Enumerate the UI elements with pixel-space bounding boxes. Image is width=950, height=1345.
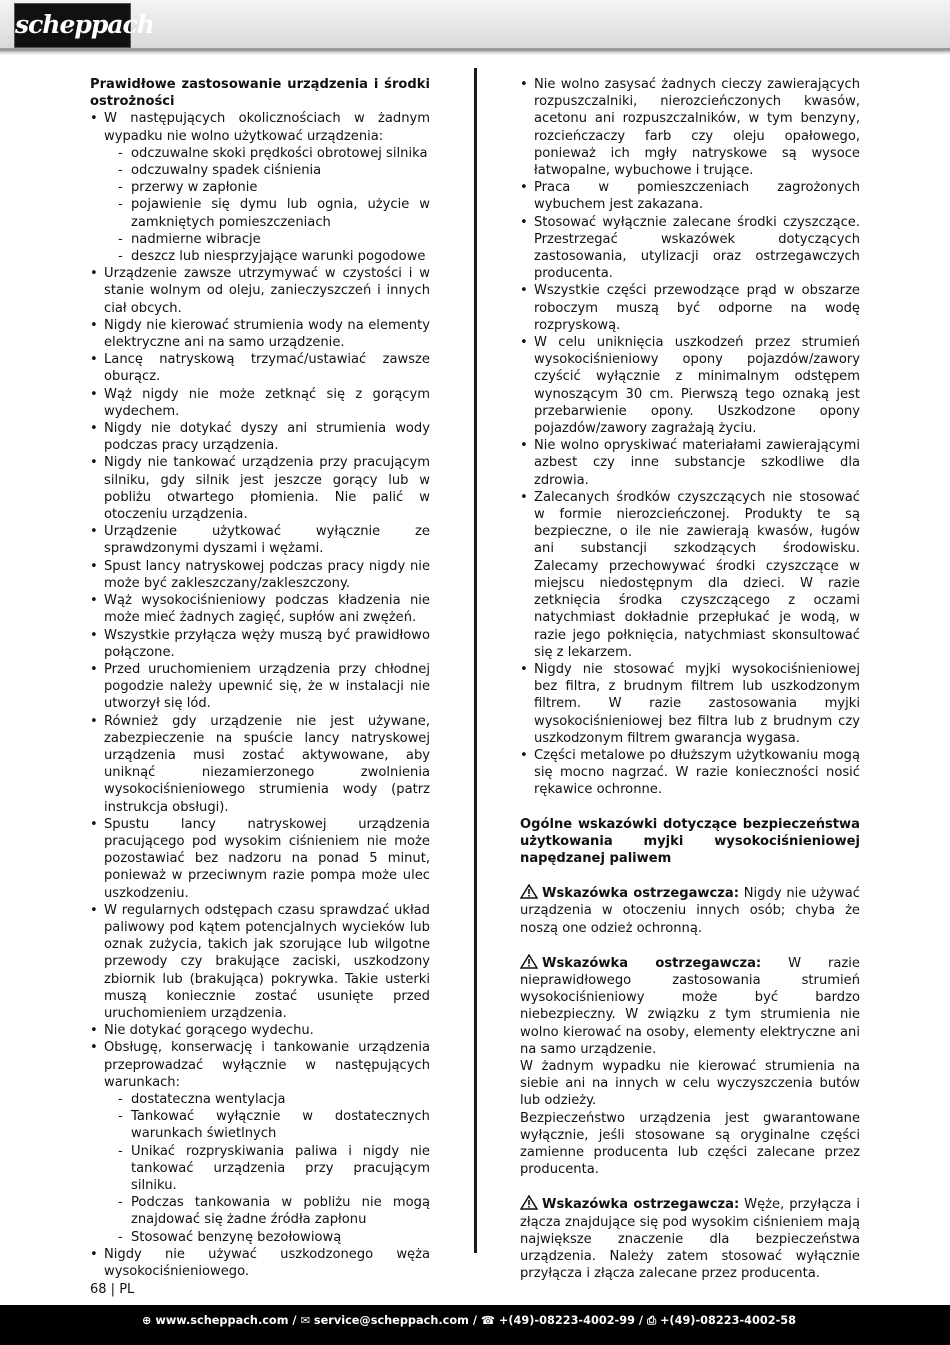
warning-triangle-icon <box>520 954 538 969</box>
warning-text: Nigdy nie używać urządzenia w otoczeniu innych osób; chyba że noszą one odzież ochronną. <box>520 886 860 936</box>
list-item: • W celu uniknięcia uszkodzeń przez strumień wysokociśnieniowy opony pojazdów/zawory czyścić wyłącznie z minimalnym odstępem wynoszącym 30 cm. Pierwszą tego oznaką jest przebarwienie opony. Uszkodzone opony pojazdów/zawory zagrażają życiu. <box>520 335 860 437</box>
warning-text: Węże, przyłącza i złącza znajdujące się pod wysokim ciśnieniem mają największe znaczenie dla bezpieczeństwa urządzenia. Należy zatem stosować wyłącznie przyłącza i złącza zalecane przez producenta. <box>520 1197 860 1282</box>
list-item: • Również gdy urządzenie nie jest używane, zabezpieczenie na spuście lancy natryskowej urządzenia musi zostać aktywowane, aby uniknąć niezamierzonego zwolnienia wysokociśnieniowego strumienia wody (patrz instrukcja obsługi). <box>90 713 430 815</box>
list-item-text: Praca w pomieszczeniach zagrożonych wybuchem jest zakazana. <box>534 180 860 213</box>
list-item: • Nigdy nie tankować urządzenia przy pracującym silniku, gdy silnik jest jeszcze gorący lub w pobliżu otwartego płomienia. Nie palić w otoczeniu urządzenia. <box>90 455 430 523</box>
sub-list-item-text: Stosować benzynę bezołowiową <box>131 1229 342 1245</box>
list-item: • Stosować wyłącznie zalecane środki czyszczące. Przestrzegać wskazówek dotyczących zastosowania, utylizacji oraz ostrzegawczych producenta. <box>520 214 860 282</box>
list-item-text: Obsługę, konserwację i tankowanie urządzenia przeprowadzać wyłącznie w następujących warunkach: <box>104 1040 430 1090</box>
mail-icon: ✉ <box>300 1314 310 1327</box>
warning-note <box>520 884 860 937</box>
list-item-text: Przed uruchomieniem urządzenia przy chłodnej pogodzie należy upewnić się, że w instalacji nie utworzył się lód. <box>104 661 430 712</box>
list-item-text: Spust lancy natryskowej podczas pracy nigdy nie może być zakleszczany/zakleszczony. <box>104 558 430 591</box>
sub-list-item-text: Podczas tankowania w pobliżu nie mogą znajdować się żadne źródła zapłonu <box>131 1195 430 1228</box>
warning-label: Wskazówka ostrzegawcza: <box>542 1197 740 1213</box>
right-column <box>520 76 860 1282</box>
sub-list-item-text: pojawienie się dymu lub ognia, użycie w zamkniętych pomieszczeniach <box>131 197 430 230</box>
sub-list-item-text: Unikać rozpryskiwania paliwa i nigdy nie tankować urządzenia przy pracującym silniku. <box>131 1143 430 1193</box>
sub-list-item-text: nadmierne wibracje <box>131 231 261 247</box>
sub-list-item-text: dostateczna wentylacja <box>131 1091 286 1107</box>
sub-list-item: - pojawienie się dymu lub ognia, użycie w zamkniętych pomieszczeniach <box>118 197 430 230</box>
list-item: • Nigdy nie używać uszkodzonego węża wysokociśnieniowego. <box>90 1246 430 1280</box>
list-item-text: Nigdy nie dotykać dyszy ani strumienia wody podczas pracy urządzenia. <box>104 421 430 454</box>
spacer <box>520 799 860 816</box>
sub-list-item: - deszcz lub niesprzyjające warunki pogodowe <box>118 249 426 265</box>
sub-list <box>104 1091 430 1246</box>
list-item-text: Wąż nigdy nie może zetknąć się z gorącym wydechem. <box>104 386 430 419</box>
section-heading: Ogólne wskazówki dotyczące bezpieczeństwa użytkowania myjki wysokociśnieniowej napędzanej paliwem <box>520 816 860 866</box>
section-heading: Prawidłowe zastosowanie urządzenia i środki ostrożności <box>90 77 430 110</box>
list-item-text: Nigdy nie stosować myjki wysokociśnieniowej bez filtra, z brudnym filtrem lub uszkodzonym filtrem. W razie zastosowania myjki wysokociśnieniowej bez filtra lub z brudnym czy uszkodzonym filtrem gwarancja wygasa. <box>534 661 860 746</box>
sub-list-item: - przerwy w zapłonie <box>118 180 258 196</box>
list-item-text: Spustu lancy natryskowej urządzenia pracującego pod wysokim ciśnieniem nie może pozostawiać bez nadzoru na ponad 5 minut, ponieważ w przeciwnym razie pompa może ulec uszkodzeniu. <box>104 816 430 901</box>
list-item-text: Nigdy nie używać uszkodzonego węża wysokociśnieniowego. <box>104 1246 430 1280</box>
warning-label: Wskazówka ostrzegawcza: <box>542 955 762 971</box>
warning-triangle-icon <box>520 1195 538 1210</box>
sub-list <box>104 145 430 265</box>
left-column <box>90 76 430 1280</box>
list-item-text: W celu uniknięcia uszkodzeń przez strumień wysokociśnieniowy opony pojazdów/zawory czyścić wyłącznie z minimalnym odstępem wynoszącym 30 cm. Pierwszą tego oznaką jest przebarwienie opony. Uszkodzone opony pojazdów/zawory zagrażają życiu. <box>534 335 860 437</box>
list-item-text: Nigdy nie kierować strumienia wody na elementy elektryczne ani na samo urządzenie. <box>104 317 430 351</box>
list-item-text: Nie wolno opryskiwać materiałami zawierającymi azbest czy inne substancje szkodliwe dla zdrowia. <box>534 438 860 488</box>
list-item: • Wąż nigdy nie może zetknąć się z gorącym wydechem. <box>90 386 430 419</box>
list-item: • Wąż wysokociśnieniowy podczas kładzenia nie może mieć żadnych zagięć, supłów ani zwężeń. <box>90 593 430 626</box>
list-item-text: Stosować wyłącznie zalecane środki czyszczące. Przestrzegać wskazówek dotyczących zastosowania, utylizacji oraz ostrzegawczych producenta. <box>534 214 860 282</box>
list-item: • Wszystkie części przewodzące prąd w obszarze roboczym muszą być odporne na wodę rozpryskową. <box>520 283 860 333</box>
warning-triangle-icon <box>520 884 538 899</box>
sub-list-item: - Podczas tankowania w pobliżu nie mogą znajdować się żadne źródła zapłonu <box>118 1195 430 1228</box>
list-item: • Spust lancy natryskowej podczas pracy nigdy nie może być zakleszczany/zakleszczony. <box>90 558 430 591</box>
list-item: • Nigdy nie kierować strumienia wody na elementy elektryczne ani na samo urządzenie. <box>90 317 430 351</box>
list-item: • Nie wolno opryskiwać materiałami zawierającymi azbest czy inne substancje szkodliwe dla zdrowia. <box>520 438 860 488</box>
warning-paragraph: W żadnym wypadku nie kierować strumienia na siebie ani na innych w celu wyczyszczenia butów lub odzieży. <box>520 1058 860 1109</box>
list-item-text: Urządzenie użytkować wyłącznie ze sprawdzonymi dyszami i wężami. <box>104 524 430 557</box>
page-number-value: 68 <box>90 1282 107 1297</box>
warning-note <box>520 954 860 1058</box>
scheppach-logo <box>14 3 154 48</box>
list-item-text: Wszystkie przyłącza węży muszą być prawidłowo połączone. <box>104 627 430 660</box>
logo-text: scheppach <box>15 10 154 39</box>
warning-note <box>520 1195 860 1282</box>
sub-list-item-text: odczuwalny spadek ciśnienia <box>131 163 322 179</box>
sub-list-item-text: deszcz lub niesprzyjające warunki pogodowe <box>131 249 426 265</box>
list-item-text: Wąż wysokociśnieniowy podczas kładzenia nie może mieć żadnych zagięć, supłów ani zwężeń. <box>104 593 430 626</box>
list-item: • Nigdy nie dotykać dyszy ani strumienia wody podczas pracy urządzenia. <box>90 421 430 454</box>
warning-paragraph: Bezpieczeństwo urządzenia jest gwarantowane wyłącznie, jeśli stosowane są oryginalne części zamienne producenta lub części zalecane przez producenta. <box>520 1110 860 1178</box>
list-item-text: Nigdy nie tankować urządzenia przy pracującym silniku, gdy silnik jest jeszcze gorący lub w pobliżu otwartego płomienia. Nie palić w otoczeniu urządzenia. <box>104 455 430 523</box>
footer-contact: ⊕ www.scheppach.com / ✉ service@scheppach.com / ☎ +(49)-08223-4002-99 / ⎙ +(49)-08223-4002-58 <box>142 1314 796 1327</box>
sub-list-item: - Unikać rozpryskiwania paliwa i nigdy nie tankować urządzenia przy pracującym silniku. <box>118 1143 430 1193</box>
footer-website[interactable]: www.scheppach.com <box>155 1314 289 1327</box>
header-shadow <box>0 51 950 55</box>
list-item-text: Wszystkie części przewodzące prąd w obszarze roboczym muszą być odporne na wodę rozpryskową. <box>534 283 860 333</box>
phone-icon: ☎ <box>480 1314 495 1327</box>
sub-list-item: - dostateczna wentylacja <box>118 1091 286 1107</box>
list-item: • Nigdy nie stosować myjki wysokociśnieniowej bez filtra, z brudnym filtrem lub uszkodzonym filtrem. W razie zastosowania myjki wysokociśnieniowej bez filtra lub z brudnym czy uszkodzonym filtrem gwarancja wygasa. <box>520 661 860 746</box>
sub-list-item: - nadmierne wibracje <box>118 231 261 247</box>
sub-list-item: - Stosować benzynę bezołowiową <box>118 1229 342 1245</box>
list-item: • Nie dotykać gorącego wydechu. <box>90 1023 314 1039</box>
list-item-text: Również gdy urządzenie nie jest używane, zabezpieczenie na spuście lancy natryskowej urządzenia musi zostać aktywowane, aby uniknąć niezamierzonego zwolnienia wysokociśnieniowego strumienia wody (patrz instrukcja obsługi). <box>104 713 430 815</box>
spacer <box>520 937 860 954</box>
list-item: • Nie wolno zasysać żadnych cieczy zawierających rozpuszczalniki, nierozcieńczonych kwasów, acetonu ani rozpuszczalników, w tym benzyny, rozcieńczaczy farb czy oleju opałowego, ponieważ ich mgły natryskowe są wysoce łatwopalne, wybuchowe i trujące. <box>520 77 860 179</box>
page-header <box>0 0 950 51</box>
sub-list-item: - odczuwalny spadek ciśnienia <box>118 163 322 179</box>
list-item: • Lancę natryskową trzymać/ustawiać zawsze oburącz. <box>90 352 430 385</box>
list-item: • Wszystkie przyłącza węży muszą być prawidłowo połączone. <box>90 627 430 660</box>
list-item: • W następujących okolicznościach w żadnym wypadku nie wolno użytkować urządzenia: - odczuwalne skoki prędkości obrotowej silnika - odczuwalny spadek ciśnienia - przerwy w zapłonie - pojawienie się dymu lub ognia, użycie w zamkniętych pomieszczeniach - nadmierne wibracje - deszcz lub niesprzyjające warunki pogodowe <box>90 111 430 265</box>
list-item: • Spustu lancy natryskowej urządzenia pracującego pod wysokim ciśnieniem nie może pozostawiać bez nadzoru na ponad 5 minut, ponieważ w przeciwnym razie pompa może ulec uszkodzeniu. <box>90 816 430 901</box>
fax-icon: ⎙ <box>646 1314 657 1327</box>
list-item-text: W następujących okolicznościach w żadnym wypadku nie wolno użytkować urządzenia: <box>104 111 430 144</box>
list-item: • Zalecanych środków czyszczących nie stosować w formie nierozcieńczonej. Produkty te są bezpieczne, o ile nie zawierają kwasów, ługów ani substancji szkodzących środowisku. Zalecamy przechowywać środki czyszczące w miejscu niedostępnym dla dzieci. W razie zetknięcia środka czyszczącego z oczami natychmiast dokładnie przepłukać je wodą, w razie jego połknięcia, natychmiast skonsultować się z lekarzem. <box>520 489 860 660</box>
list-item: • W regularnych odstępach czasu sprawdzać układ paliwowy pod kątem potencjalnych wycieków lub oznak zużycia, takich jak szorujące lub wilgotne przewody czy brakujące zaciski, uszkodzony zbiornik lub (brakująca) pokrywka. Takie usterki muszą koniecznie zostać usunięte przed uruchomieniem urządzenia. <box>90 902 430 1021</box>
list-item-text: Urządzenie zawsze utrzymywać w czystości i w stanie wolnym od oleju, zanieczyszczeń i innych ciał obcych. <box>104 266 430 316</box>
warning-text: W razie nieprawidłowego zastosowania strumień wysokociśnieniowy może być bardzo niebezpieczny. W związku z tym strumienia nie wolno kierować na osoby, elementy elektryczne ani na samo urządzenie. <box>520 955 860 1057</box>
list-item-text: Nie wolno zasysać żadnych cieczy zawierających rozpuszczalniki, nierozcieńczonych kwasów, acetonu ani rozpuszczalników, w tym benzyny, rozcieńczaczy farb czy oleju opałowego, ponieważ ich mgły natryskowe są wysoce łatwopalne, wybuchowe i trujące. <box>534 77 860 179</box>
footer-fax: +(49)-08223-4002-58 <box>659 1314 796 1327</box>
list-item-text: W regularnych odstępach czasu sprawdzać układ paliwowy pod kątem potencjalnych wycieków lub oznak zużycia, takich jak szorujące lub wilgotne przewody czy brakujące zaciski, uszkodzony zbiornik lub (brakująca) pokrywka. Takie usterki muszą koniecznie zostać usunięte przed uruchomieniem urządzenia. <box>104 902 430 1021</box>
list-item-text: Zalecanych środków czyszczących nie stosować w formie nierozcieńczonej. Produkty te są bezpieczne, o ile nie zawierają kwasów, ługów ani substancji szkodzących środowisku. Zalecamy przechowywać środki czyszczące w miejscu niedostępnym dla dzieci. W razie zetknięcia środka czyszczącego z oczami natychmiast dokładnie przepłukać je wodą, w razie jego połknięcia, natychmiast skonsultować się z lekarzem. <box>534 489 860 660</box>
footer-email[interactable]: service@scheppach.com <box>313 1314 469 1327</box>
right-bullet-list <box>520 76 860 799</box>
list-item: • Praca w pomieszczeniach zagrożonych wybuchem jest zakazana. <box>520 180 860 213</box>
warning-label: Wskazówka ostrzegawcza: <box>542 886 739 902</box>
left-bullet-list <box>90 110 430 1280</box>
sub-list-item-text: odczuwalne skoki prędkości obrotowej silnika <box>131 145 428 161</box>
spacer <box>520 1178 860 1195</box>
list-item: • Obsługę, konserwację i tankowanie urządzenia przeprowadzać wyłącznie w następujących warunkach: - dostateczna wentylacja - Tankować wyłącznie w dostatecznych warunkach świetlnych - Unikać rozpryskiwania paliwa i nigdy nie tankować urządzenia przy pracującym silniku. - Podczas tankowania w pobliżu nie mogą znajdować się żadne źródła zapłonu - Stosować benzynę bezołowiową <box>90 1040 430 1245</box>
list-item: • Urządzenie zawsze utrzymywać w czystości i w stanie wolnym od oleju, zanieczyszczeń i innych ciał obcych. <box>90 266 430 316</box>
page-number: 68 | PL <box>90 1282 135 1297</box>
list-item-text: Nie dotykać gorącego wydechu. <box>104 1023 314 1039</box>
column-divider <box>474 68 477 1253</box>
footer-phone: +(49)-08223-4002-99 <box>498 1314 635 1327</box>
spacer <box>520 867 860 884</box>
sub-list-item: - Tankować wyłącznie w dostatecznych warunkach świetlnych <box>118 1109 430 1142</box>
globe-icon: ⊕ <box>142 1314 152 1327</box>
sub-list-item-text: przerwy w zapłonie <box>131 180 258 196</box>
sub-list-item: - odczuwalne skoki prędkości obrotowej silnika <box>118 145 428 161</box>
language-code: PL <box>119 1282 135 1297</box>
list-item: • Przed uruchomieniem urządzenia przy chłodnej pogodzie należy upewnić się, że w instalacji nie utworzył się lód. <box>90 661 430 712</box>
list-item-text: Lancę natryskową trzymać/ustawiać zawsze oburącz. <box>104 352 430 385</box>
list-item-text: Części metalowe po dłuższym użytkowaniu mogą się mocno nagrzać. W razie konieczności nosić rękawice ochronne. <box>534 747 860 798</box>
list-item: • Części metalowe po dłuższym użytkowaniu mogą się mocno nagrzać. W razie konieczności nosić rękawice ochronne. <box>520 747 860 798</box>
sub-list-item-text: Tankować wyłącznie w dostatecznych warunkach świetlnych <box>131 1109 430 1142</box>
list-item: • Urządzenie użytkować wyłącznie ze sprawdzonymi dyszami i wężami. <box>90 524 430 557</box>
